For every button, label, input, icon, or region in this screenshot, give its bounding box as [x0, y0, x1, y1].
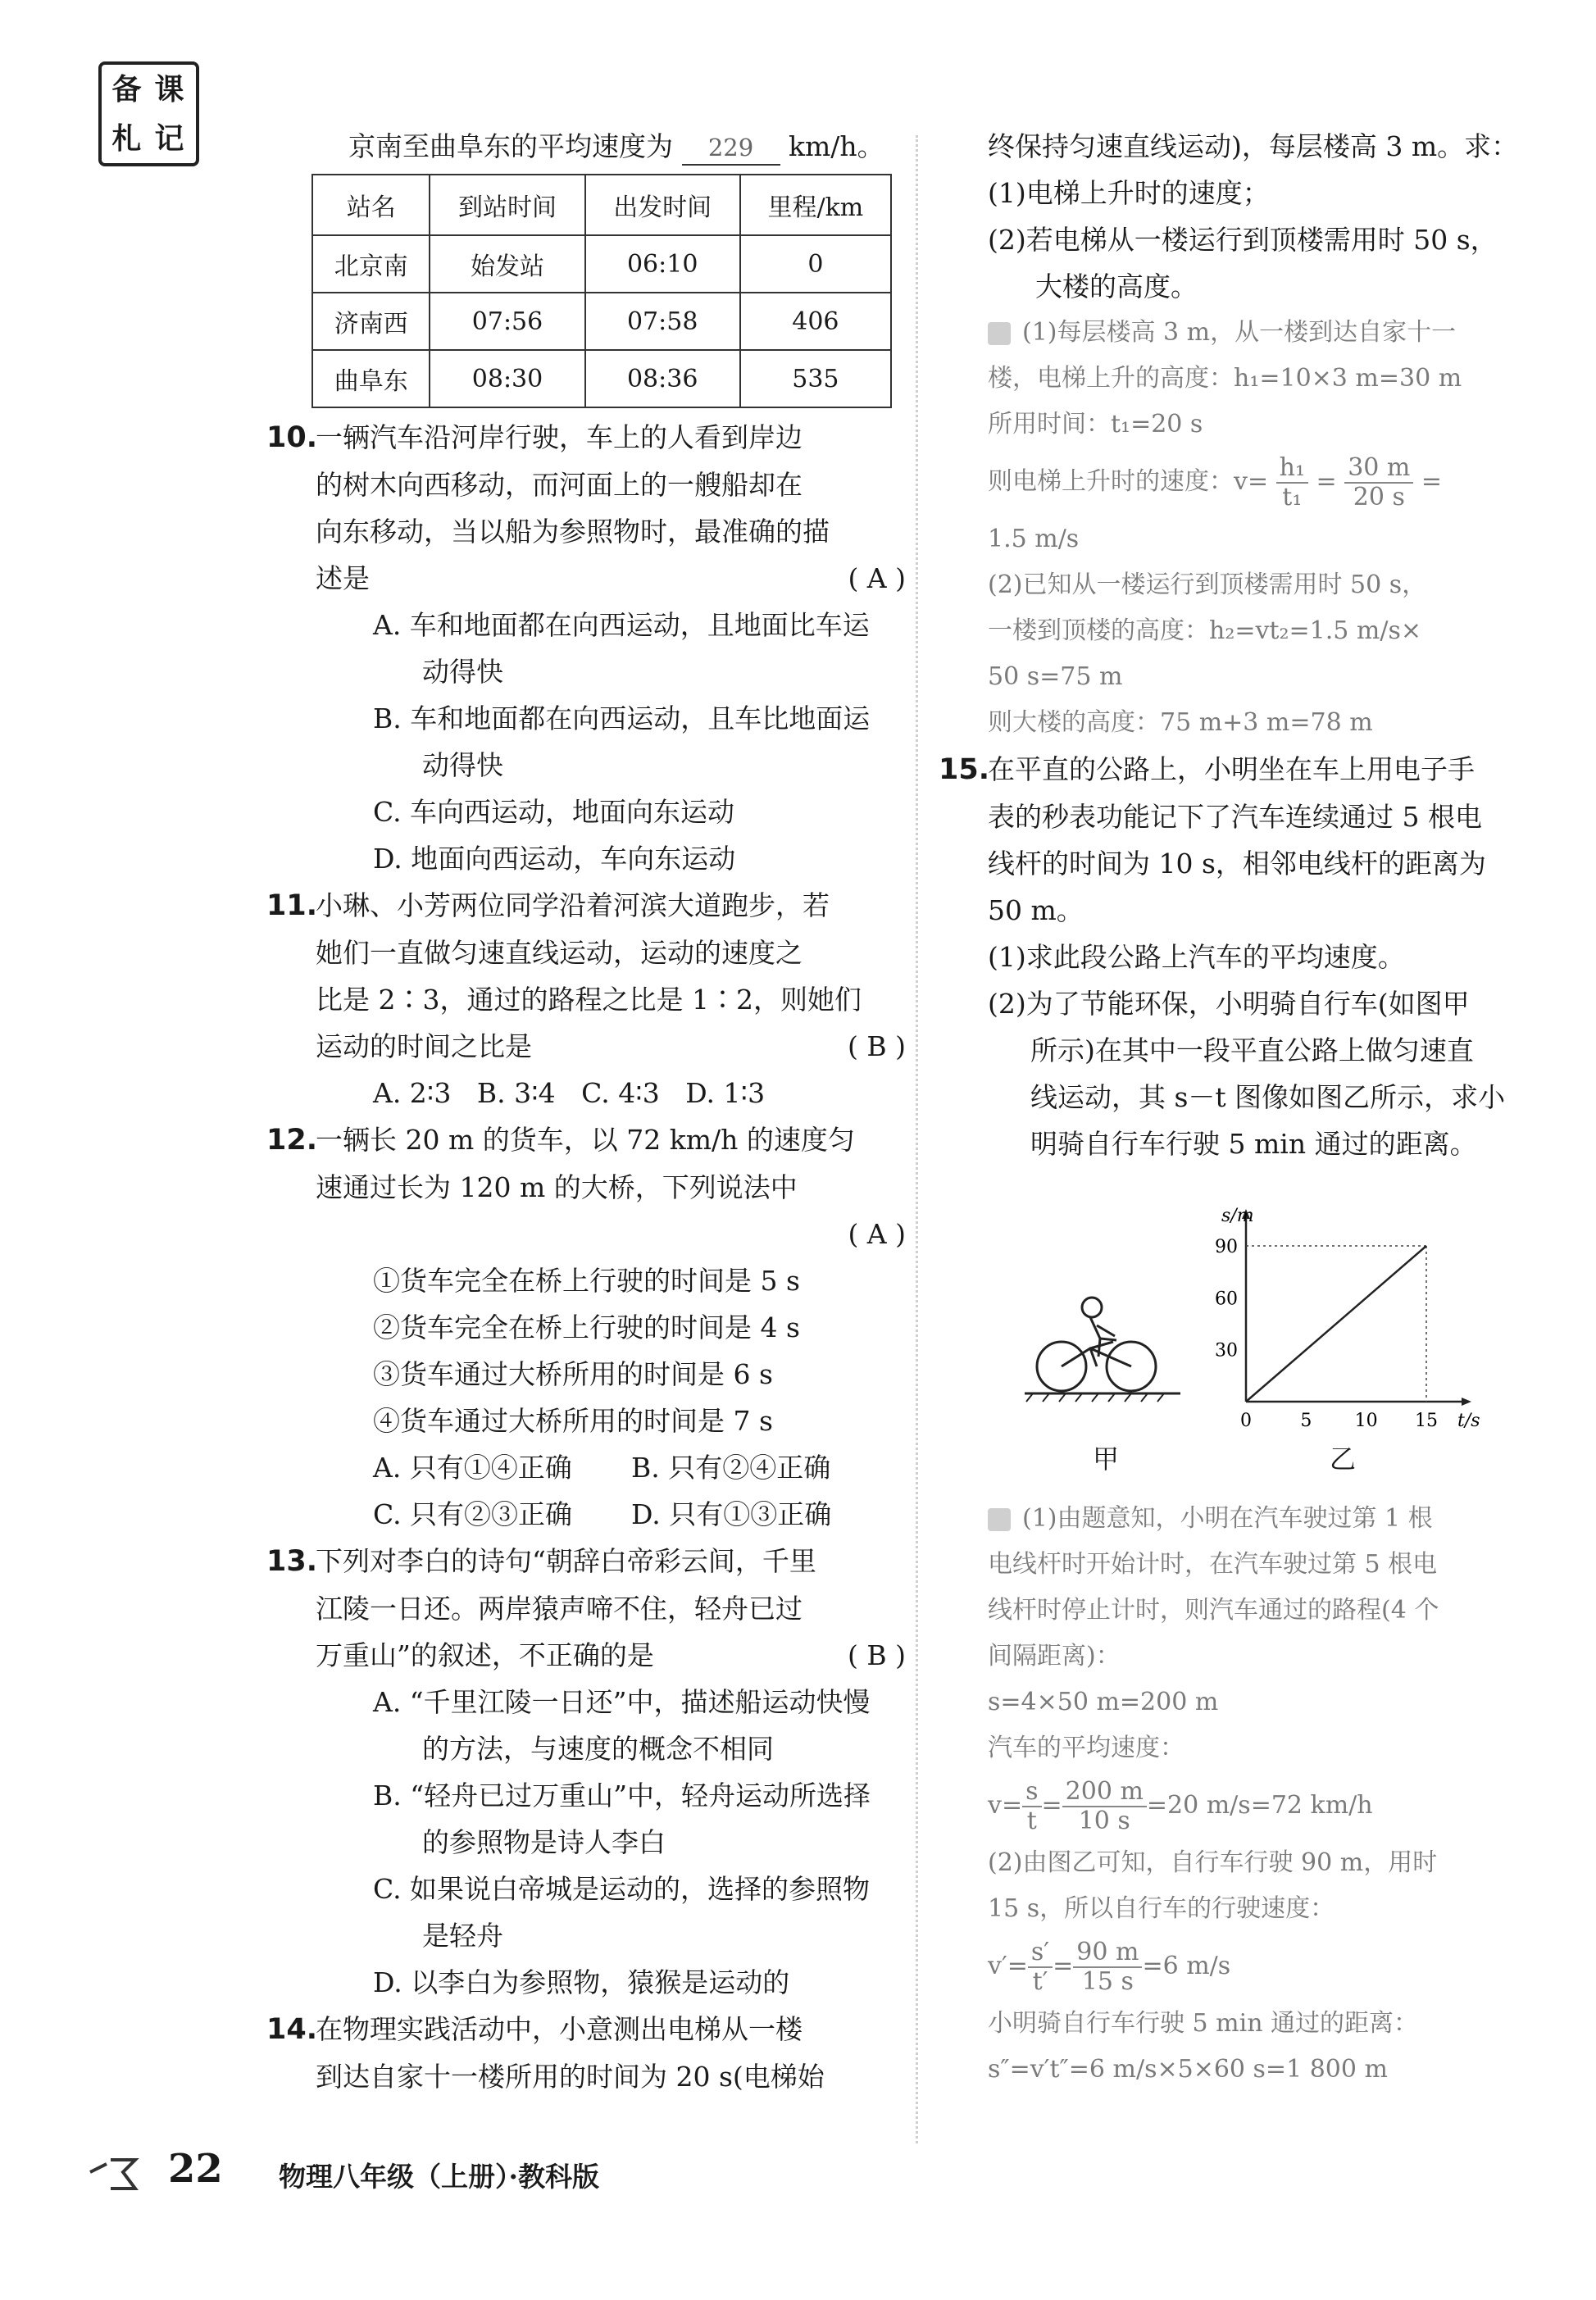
- fraction: [1276, 454, 1308, 511]
- q14-sol-line: 则电梯上升时的速度：v= $\frac{\text{h₁}}{\text{t₁}}$ = $\frac{30 m}{20 s}$ =: [988, 453, 1443, 511]
- q11-line: [316, 1023, 906, 1070]
- figure-label-yi: 乙: [1330, 1443, 1357, 1475]
- q15-part-2: (2)为了节能环保，小明骑自行车(如图甲: [988, 988, 1470, 1020]
- q13-text: 下列对李白的诗句“朝辞白帝彩云间，千里: [316, 1545, 816, 1577]
- q14-sol-text: 则电梯上升时的速度：v=: [988, 467, 1269, 496]
- q14-sol-text: 楼，电梯上升的高度：h₁=10×3 m=30 m: [988, 364, 1462, 393]
- table-cell: 济南西: [312, 293, 430, 350]
- q15-sol-line: v′= $\frac{s'}{t'}$ = $\frac{90 m}{15 s}$ =6 m/s: [988, 1938, 1231, 1996]
- st-chart: [1197, 1197, 1480, 1443]
- q15-sol-text: v′=: [988, 1952, 1028, 1980]
- y-tick-label: 60: [1215, 1289, 1238, 1310]
- q12-option-d: D. 只有①③正确: [631, 1498, 832, 1530]
- q13-line: [316, 1632, 906, 1679]
- q12-option-b: B. 只有②④正确: [631, 1452, 831, 1484]
- table-cell: 07:56: [430, 293, 584, 350]
- q15-sol-text: =6 m/s: [1142, 1952, 1231, 1980]
- q12-option-a: A. 只有①④正确: [373, 1452, 572, 1484]
- q12-option-c: C. 只有②③正确: [373, 1498, 573, 1530]
- numerator: 200 m: [1062, 1778, 1147, 1807]
- q11-text: 运动的时间之比是: [316, 1030, 532, 1062]
- q13-option-d: D. 以李白为参照物，猿猴是运动的: [373, 1966, 790, 1998]
- q15-sol-text: =20 m/s=72 km/h: [1146, 1791, 1373, 1820]
- q12-text: 一辆长 20 m 的货车，以 72 km/h 的速度匀: [316, 1124, 855, 1156]
- denominator: t: [1026, 1807, 1037, 1835]
- fraction: [1344, 454, 1413, 511]
- question-number: 10.: [266, 421, 318, 454]
- fraction: [1073, 1939, 1142, 1996]
- q14-sol-text: 则大楼的高度：75 m+3 m=78 m: [988, 708, 1373, 737]
- denominator: t′: [1032, 1967, 1048, 1996]
- numerator: s′: [1028, 1939, 1053, 1968]
- q10-option-b: B. 车和地面都在向西运动，且车比地面运: [373, 702, 871, 734]
- q10-option-b-cont: 动得快: [422, 749, 503, 781]
- q13-option-a: A. “千里江陵一日还”中，描述船运动快慢: [373, 1686, 871, 1718]
- q12-item: ①货车完全在桥上行驶的时间是 5 s: [373, 1265, 800, 1297]
- q15-sol-text: 15 s，所以自行车的行驶速度：: [988, 1894, 1335, 1923]
- q15-text: 表的秒表功能记下了汽车连续通过 5 根电: [988, 801, 1482, 833]
- q15-text: 50 m。: [988, 894, 1084, 926]
- q9-unit: km/h。: [789, 130, 884, 162]
- table-header: 站名: [312, 175, 430, 235]
- q14-sol-text: 所用时间：t₁=20 s: [988, 410, 1203, 439]
- train-schedule-table: [311, 174, 892, 408]
- table-cell: 07:58: [585, 293, 740, 350]
- q12-item: ③货车通过大桥所用的时间是 6 s: [373, 1358, 773, 1390]
- q10-text: 一辆汽车沿河岸行驶，车上的人看到岸边: [316, 421, 803, 453]
- q15-text: 线杆的时间为 10 s，相邻电线杆的距离为: [988, 848, 1486, 880]
- table-row: [312, 235, 891, 293]
- q14-part-2: (2)若电梯从一楼运行到顶楼需用时 50 s，: [988, 224, 1498, 256]
- q13-text: 万重山”的叙述，不正确的是: [316, 1639, 654, 1671]
- q12-line: [266, 1116, 906, 1164]
- q12-text: 速通过长为 120 m 的大桥，下列说法中: [316, 1171, 798, 1203]
- q14-text: 到达自家十一楼所用的时间为 20 s(电梯始: [316, 2061, 825, 2093]
- q14-sol-text: 50 s=75 m: [988, 662, 1123, 691]
- q10-option-a-cont: 动得快: [422, 656, 503, 688]
- q13-option-a-cont: 的方法，与速度的概念不相同: [422, 1733, 774, 1765]
- q12-item: ②货车完全在桥上行驶的时间是 4 s: [373, 1311, 800, 1343]
- table-row: [312, 293, 891, 350]
- q14-part-2-cont: 大楼的高度。: [1035, 270, 1198, 302]
- q14-sol-text: 一楼到顶楼的高度：h₂=vt₂=1.5 m/s×: [988, 616, 1421, 645]
- denominator: t₁: [1282, 483, 1303, 511]
- q15-sol-text: (1)由题意知，小明在汽车驶过第 1 根: [1022, 1504, 1433, 1533]
- x-axis-arrow: [1462, 1398, 1471, 1406]
- column-divider: [916, 135, 918, 2143]
- q15-sol-text: 小明骑自行车行驶 5 min 通过的距离：: [988, 2009, 1419, 2038]
- q15-sol-text: v=: [988, 1791, 1023, 1820]
- book-title: 物理八年级（上册）·教科版: [279, 2161, 599, 2193]
- q13-line: [266, 1538, 906, 1585]
- table-header-row: [312, 175, 891, 235]
- q15-sol-text: s=4×50 m=200 m: [988, 1688, 1219, 1716]
- x-tick-label: 15: [1415, 1411, 1438, 1431]
- q14-sol-text: (1)每层楼高 3 m，从一楼到达自家十一: [1022, 318, 1457, 347]
- y-axis-label: s/m: [1221, 1206, 1254, 1226]
- question-number: 15.: [939, 753, 990, 786]
- q12-options-row: [316, 1444, 906, 1491]
- numerator: h₁: [1276, 454, 1308, 484]
- table-cell: 08:30: [430, 350, 584, 407]
- table-cell: 北京南: [312, 235, 430, 293]
- q11-text: 比是 2∶3，通过的路程之比是 1∶2，则她们: [316, 984, 862, 1016]
- q10-text: 的树木向西移动，而河面上的一艘船却在: [316, 469, 803, 501]
- q15-sol-text: s″=v′t″=6 m/s×5×60 s=1 800 m: [988, 2055, 1388, 2084]
- question-number: 14.: [266, 2013, 318, 2046]
- q11-text: 小琳、小芳两位同学沿着河滨大道跑步，若: [316, 889, 830, 921]
- q15-part-2-cont: 明骑自行车行驶 5 min 通过的距离。: [1030, 1128, 1477, 1160]
- solution-icon: [988, 322, 1011, 345]
- q12-item: ④货车通过大桥所用的时间是 7 s: [373, 1405, 773, 1437]
- numerator: s: [1022, 1778, 1041, 1807]
- q10-line: [316, 555, 906, 602]
- q14-text: 在物理实践活动中，小意测出电梯从一楼: [316, 2013, 803, 2045]
- left-column: [266, 414, 906, 2100]
- q15-solution: [988, 1496, 1529, 2093]
- question-number: 13.: [266, 1545, 318, 1578]
- q15-part-2-cont: 所示)在其中一段平直公路上做匀速直: [1030, 1034, 1474, 1066]
- q14-sol-line: [988, 310, 1529, 356]
- q13-option-b-cont: 的参照物是诗人李白: [422, 1826, 666, 1858]
- q15-text: 在平直的公路上，小明坐在车上用电子手: [988, 753, 1475, 785]
- table-cell: 535: [740, 350, 891, 407]
- q10-option-a: A. 车和地面都在向西运动，且地面比车运: [373, 609, 870, 641]
- q15-sol-text: (2)由图乙可知，自行车行驶 90 m，用时: [988, 1848, 1438, 1877]
- cyclist-figure: [1025, 1291, 1180, 1406]
- q10-option-d: D. 地面向西运动，车向东运动: [373, 843, 736, 875]
- solution-icon: [988, 1508, 1011, 1531]
- rider-head: [1082, 1298, 1102, 1317]
- table-row: [312, 350, 891, 407]
- question-number: 12.: [266, 1124, 318, 1157]
- q11-answer: ( B ): [848, 1030, 906, 1062]
- q10-answer: ( A ): [848, 562, 906, 594]
- q10-line: [266, 414, 906, 461]
- table-cell: 曲阜东: [312, 350, 430, 407]
- fraction: [1028, 1939, 1053, 1996]
- x-axis-label: t/s: [1457, 1411, 1480, 1431]
- denominator: 20 s: [1353, 483, 1405, 511]
- table-cell: 406: [740, 293, 891, 350]
- q11-options: A. 2∶3 B. 3∶4 C. 4∶3 D. 1∶3: [373, 1077, 766, 1109]
- y-tick-label: 90: [1215, 1237, 1238, 1257]
- q14-sol-text: 1.5 m/s: [988, 525, 1080, 553]
- table-cell: 0: [740, 235, 891, 293]
- logo-char: 札: [111, 121, 143, 156]
- q15-sol-text: 电线杆时开始计时，在汽车驶过第 5 根电: [988, 1550, 1438, 1579]
- q14-solution: [988, 310, 1529, 746]
- numerator: 30 m: [1344, 454, 1413, 484]
- table-header: 到站时间: [430, 175, 584, 235]
- q15-sol-line: v= $\frac{s}{t}$ = $\frac{200 m}{10 s}$ =20 m/s=72 km/h: [988, 1777, 1373, 1835]
- q9-text: 京南至曲阜东的平均速度为: [348, 130, 673, 162]
- series-line: [1246, 1246, 1426, 1402]
- q11-line: [266, 882, 906, 930]
- numerator: 90 m: [1073, 1939, 1142, 1968]
- q10-text: 述是: [316, 562, 370, 594]
- table-header: 出发时间: [585, 175, 740, 235]
- q15-sol-text: 间隔距离)：: [988, 1642, 1121, 1670]
- q15-part-2-cont: 线运动，其 s－t 图像如图乙所示，求小: [1030, 1081, 1506, 1113]
- q15-line: [939, 746, 1529, 793]
- denominator: 15 s: [1081, 1967, 1134, 1996]
- q12-options-row: [316, 1491, 906, 1538]
- table-header: 里程/km: [740, 175, 891, 235]
- q10-option-c: C. 车向西运动，地面向东运动: [373, 796, 735, 828]
- logo-char: 课: [154, 72, 186, 107]
- q15-part-1: (1)求此段公路上汽车的平均速度。: [988, 941, 1405, 973]
- q15-sol-text: 线杆时停止计时，则汽车通过的路程(4 个: [988, 1596, 1439, 1625]
- logo-char: 备: [111, 72, 143, 107]
- fraction: [1022, 1778, 1041, 1835]
- q13-answer: ( B ): [848, 1639, 906, 1671]
- denominator: 10 s: [1078, 1807, 1130, 1835]
- table-cell: 06:10: [585, 235, 740, 293]
- fraction: [1062, 1778, 1147, 1835]
- q13-text: 江陵一日还。两岸猿声啼不住，轻舟已过: [316, 1593, 803, 1625]
- x-tick-label: 5: [1300, 1411, 1312, 1431]
- table-cell: 始发站: [430, 235, 584, 293]
- page-number: 22: [168, 2146, 223, 2192]
- x-tick-label: 0: [1240, 1411, 1252, 1431]
- q14-line: [266, 2006, 906, 2053]
- right-column: [939, 123, 1529, 1167]
- table-cell: 08:36: [585, 350, 740, 407]
- q13-option-b: B. “轻舟已过万重山”中，轻舟运动所选择: [373, 1780, 871, 1811]
- figure-label-jia: 甲: [1093, 1443, 1120, 1475]
- q15-sol-text: 汽车的平均速度：: [988, 1734, 1184, 1762]
- y-tick-label: 30: [1215, 1340, 1238, 1361]
- logo: [98, 61, 199, 166]
- q14-text: 终保持匀速直线运动)，每层楼高 3 m。求：: [988, 130, 1519, 162]
- q13-option-c-cont: 是轻舟: [422, 1920, 503, 1952]
- q10-text: 向东移动，当以船为参照物时，最准确的描: [316, 516, 830, 548]
- q14-part-1: (1)电梯上升时的速度；: [988, 177, 1270, 209]
- page-corner-ornament-icon: [86, 2156, 152, 2197]
- logo-char: 记: [154, 121, 186, 156]
- q15-sol-line: [988, 1496, 1529, 1542]
- q11-text: 她们一直做匀速直线运动，运动的速度之: [316, 937, 803, 969]
- q9-tail: [348, 123, 939, 170]
- x-tick-label: 10: [1354, 1411, 1378, 1431]
- q14-sol-text: (2)已知从一楼运行到顶楼需用时 50 s，: [988, 570, 1427, 599]
- q9-answer-blank: 229: [682, 131, 780, 166]
- q12-answer: ( A ): [848, 1218, 906, 1250]
- q13-option-c: C. 如果说白帝城是运动的，选择的参照物: [373, 1873, 871, 1905]
- question-number: 11.: [266, 889, 318, 922]
